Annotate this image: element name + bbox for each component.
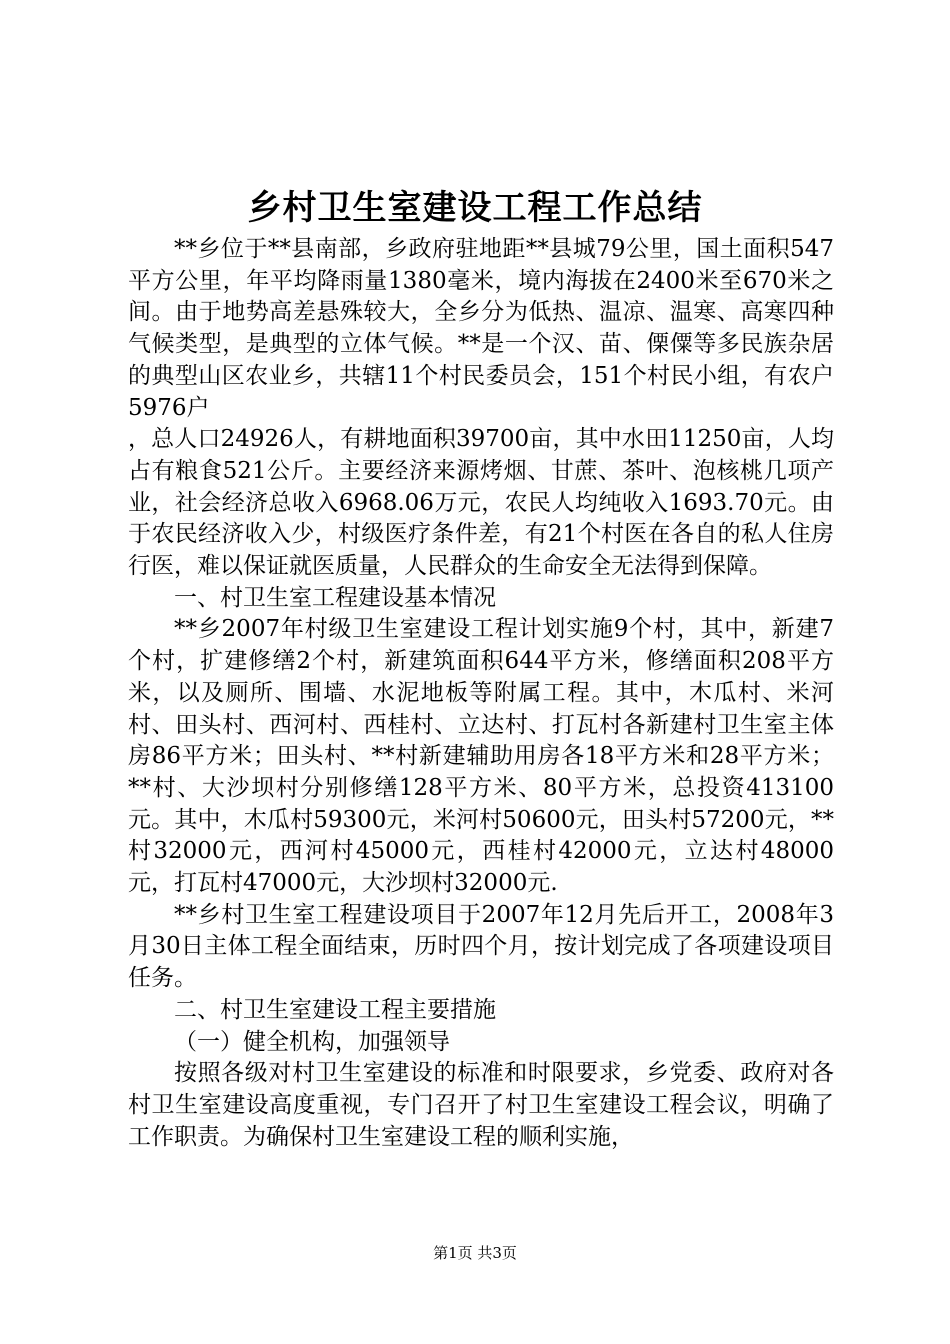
paragraph-measures: 按照各级对村卫生室建设的标准和时限要求，乡党委、政府对各村卫生室建设高度重视，专门召开了村卫生室建设工程会议，明确了工作职责。为确保村卫生室建设工程的顺利实施， xyxy=(128,1060,834,1150)
paragraph-population: ，总人口24926人，有耕地面积39700亩，其中水田11250亩，人均占有粮食521公斤。主要经济来源烤烟、甘蔗、茶叶、泡核桃几项产业，社会经济总收入6968.06万元，农民人均纯收入1693.70元。由于农民经济收入少，村级医疗条件差，有21个村医在各自的私人住房行医，难以保证就医质量，人民群众的生命安全无法得到保障。 xyxy=(128,426,834,580)
paragraph-intro: **乡位于**县南部，乡政府驻地距**县城79公里，国土面积547平方公里，年平均降雨量1380毫米，境内海拔在2400米至670米之间。由于地势高差悬殊较大，全乡分为低热、温凉、温寒、高寒四种气候类型，是典型的立体气候。**是一个汉、苗、傈僳等多民族杂居的典型山区农业乡，共辖11个村民委员会，151个村民小组，有农户5976户 xyxy=(128,236,834,421)
paragraph-plan: **乡2007年村级卫生室建设工程计划实施9个村，其中，新建7个村，扩建修缮2个村，新建筑面积644平方米，修缮面积208平方米，以及厕所、围墙、水泥地板等附属工程。其中，木瓜村、米河村、田头村、西河村、西桂村、立达村、打瓦村各新建村卫生室主体房86平方米；田头村、**村新建辅助用房各18平方米和28平方米；**村、大沙坝村分别修缮128平方米、80平方米，总投资413100元。其中，木瓜村59300元，米河村50600元，田头村57200元，**村32000元，西河村45000元，西桂村42000元，立达村48000元，打瓦村47000元，大沙坝村32000元. xyxy=(128,616,834,897)
document-body xyxy=(128,234,834,1153)
document-title: 乡村卫生室建设工程工作总结 xyxy=(247,188,703,228)
subsection-heading-1: （一）健全机构，加强领导 xyxy=(174,1028,450,1055)
section-heading-2: 二、村卫生室建设工程主要措施 xyxy=(174,996,496,1023)
section-heading-1: 一、村卫生室工程建设基本情况 xyxy=(174,584,496,611)
page-number: 第1页 共3页 xyxy=(433,1244,517,1262)
paragraph-schedule: **乡村卫生室工程建设项目于2007年12月先后开工，2008年3月30日主体工程全面结束，历时四个月，按计划完成了各项建设项目任务。 xyxy=(128,901,834,992)
